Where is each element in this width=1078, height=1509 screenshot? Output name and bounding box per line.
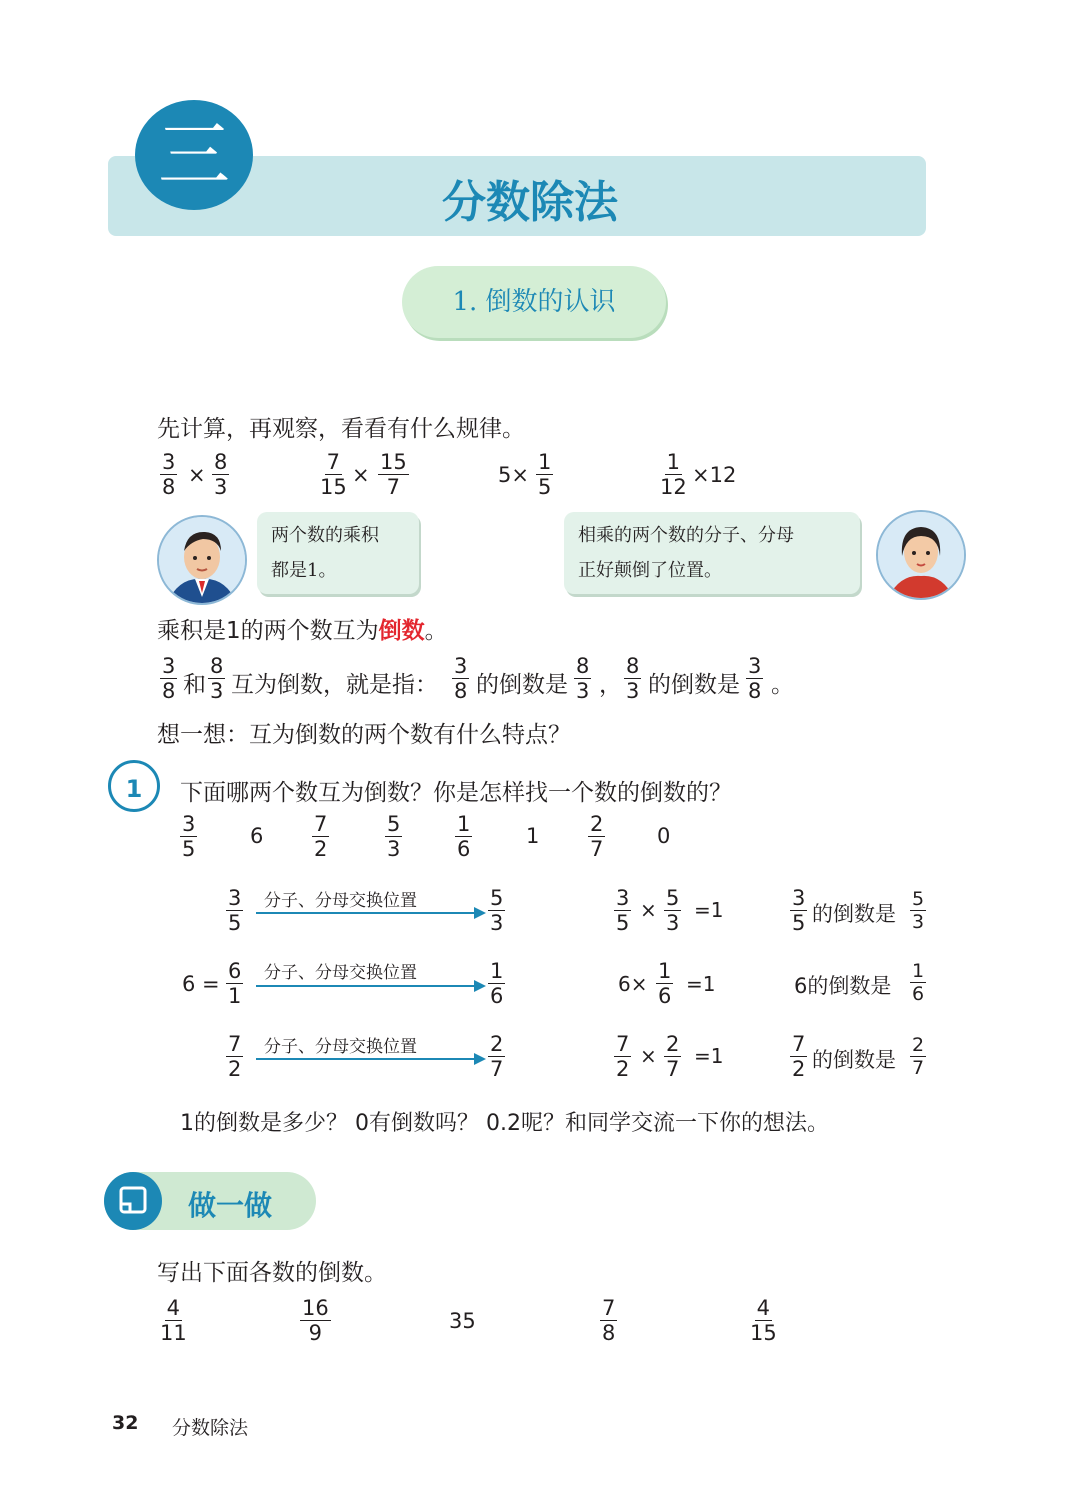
page-number: 32	[112, 1412, 139, 1434]
arrow-line	[256, 912, 476, 914]
example-question: 下面哪两个数互为倒数？你是怎样找一个数的倒数的？	[180, 780, 732, 806]
equals-one: =1	[694, 1044, 724, 1068]
fraction: $\frac{1}{6}$	[912, 960, 925, 1005]
times-sign: ×	[352, 463, 370, 487]
fraction: $\frac{7}{2}$	[616, 1032, 630, 1081]
whole-number: 1	[526, 824, 540, 848]
practice-label: 做一做	[188, 1189, 273, 1222]
definition-line	[157, 612, 448, 645]
whole-number: 35	[449, 1309, 476, 1333]
fraction: $\frac{7}{15}$	[320, 450, 347, 499]
fraction: $\frac{8}{3}$	[576, 654, 590, 703]
girl-speech-bubble	[564, 512, 860, 594]
boy-speech-bubble	[257, 512, 419, 594]
times-sign: ×	[640, 1044, 657, 1068]
practice-prompt: 写出下面各数的倒数。	[157, 1260, 387, 1286]
fraction: $\frac{5}{3}$	[666, 886, 680, 935]
fraction: $\frac{3}{5}$	[182, 812, 196, 861]
arrow-line	[256, 985, 476, 987]
speech-line: 都是1。	[271, 560, 337, 581]
fraction: $\frac{4}{11}$	[160, 1296, 187, 1345]
equals-one: =1	[694, 898, 724, 922]
explain-text: 的倒数是	[476, 672, 568, 698]
definition-end: 。	[424, 618, 448, 644]
fraction: $\frac{3}{8}$	[748, 654, 762, 703]
fraction: $\frac{5}{3}$	[912, 888, 925, 933]
intro-prompt: 先计算，再观察，看看有什么规律。	[157, 416, 525, 442]
fraction: $\frac{1}{6}$	[490, 959, 504, 1008]
fraction: $\frac{3}{5}$	[228, 886, 242, 935]
whole-times: 5×	[498, 463, 529, 487]
fraction: $\frac{2}{7}$	[666, 1032, 680, 1081]
fraction: $\frac{1}{6}$	[457, 812, 471, 861]
arrow-head-icon	[474, 907, 486, 919]
fraction: $\frac{2}{7}$	[912, 1034, 925, 1079]
chapter-number-badge: 三	[135, 100, 253, 210]
definition-text: 乘积是1的两个数互为	[157, 618, 379, 644]
arrow-head-icon	[474, 1053, 486, 1065]
fraction: $\frac{1}{6}$	[658, 959, 672, 1008]
result-text: 6的倒数是	[794, 974, 892, 998]
boy-avatar	[157, 515, 247, 605]
speech-line: 正好颠倒了位置。	[578, 560, 722, 581]
fraction: $\frac{6}{1}$	[228, 959, 242, 1008]
discussion-prompt: 1的倒数是多少？ 0有倒数吗？ 0.2呢？和同学交流一下你的想法。	[180, 1111, 829, 1136]
chapter-title: 分数除法	[442, 177, 618, 228]
fraction: $\frac{8}{3}$	[214, 450, 228, 499]
fraction: $\frac{7}{2}$	[228, 1032, 242, 1081]
fraction: $\frac{4}{15}$	[750, 1296, 777, 1345]
speech-line: 两个数的乘积	[271, 525, 379, 546]
whole-number: 6	[250, 824, 264, 848]
times-whole: ×12	[692, 463, 737, 487]
fraction: $\frac{1}{12}$	[660, 450, 687, 499]
row-lead: 6 =	[182, 972, 220, 996]
fraction: $\frac{8}{3}$	[626, 654, 640, 703]
explain-text: 互为倒数，就是指：	[231, 672, 438, 698]
explain-text: ，	[599, 672, 622, 698]
fraction: $\frac{8}{3}$	[210, 654, 224, 703]
arrow-line	[256, 1058, 476, 1060]
equals-one: =1	[686, 972, 716, 996]
fraction: $\frac{3}{5}$	[616, 886, 630, 935]
fraction: $\frac{3}{8}$	[162, 450, 176, 499]
fraction: $\frac{3}{8}$	[454, 654, 468, 703]
swap-label: 分子、分母交换位置	[264, 891, 417, 911]
fraction: $\frac{1}{5}$	[538, 450, 552, 499]
whole-number: 0	[657, 824, 671, 848]
fraction: $\frac{16}{9}$	[302, 1296, 329, 1345]
fraction: $\frac{7}{2}$	[792, 1032, 806, 1081]
swap-label: 分子、分母交换位置	[264, 1037, 417, 1057]
fraction: $\frac{2}{7}$	[490, 1032, 504, 1081]
fraction: $\frac{15}{7}$	[380, 450, 407, 499]
fraction: $\frac{7}{2}$	[314, 812, 328, 861]
speech-line: 相乘的两个数的分子、分母	[578, 525, 794, 546]
example-number-badge: 1	[108, 760, 160, 812]
fraction: $\frac{7}{8}$	[602, 1296, 616, 1345]
fraction: $\frac{2}{7}$	[590, 812, 604, 861]
section-title: 1. 倒数的认识	[402, 266, 666, 338]
explain-text: 和	[183, 672, 206, 698]
fraction: $\frac{5}{3}$	[490, 886, 504, 935]
six-times: 6×	[618, 972, 648, 996]
term-reciprocal: 倒数	[378, 618, 425, 644]
explain-text: 的倒数是	[648, 672, 740, 698]
running-title: 分数除法	[172, 1417, 249, 1439]
swap-label: 分子、分母交换位置	[264, 963, 417, 983]
result-text: 的倒数是	[812, 902, 896, 926]
result-text: 的倒数是	[812, 1048, 896, 1072]
explain-text: 。	[771, 672, 794, 698]
think-prompt: 想一想：互为倒数的两个数有什么特点？	[157, 722, 571, 748]
fraction: $\frac{3}{8}$	[162, 654, 176, 703]
fraction: $\frac{3}{5}$	[792, 886, 806, 935]
times-sign: ×	[640, 898, 657, 922]
girl-avatar	[876, 510, 966, 600]
practice-icon	[104, 1172, 162, 1230]
fraction: $\frac{5}{3}$	[387, 812, 401, 861]
arrow-head-icon	[474, 980, 486, 992]
times-sign: ×	[188, 463, 206, 487]
